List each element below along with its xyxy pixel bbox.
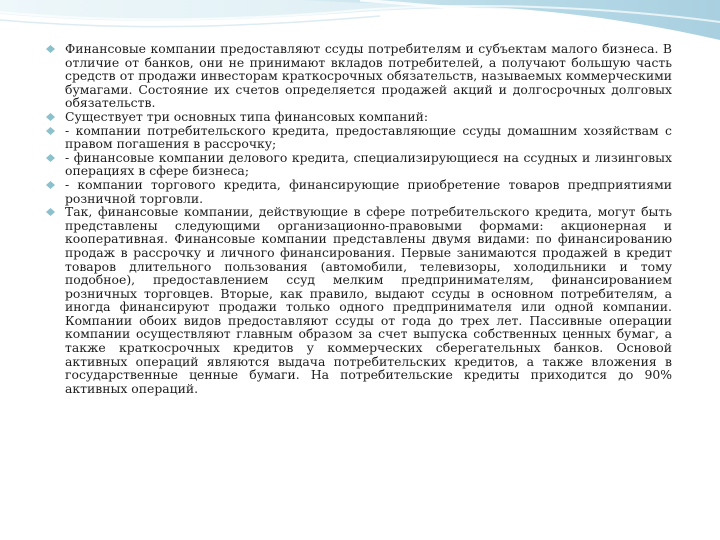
list-item-text: Так, финансовые компании, действующие в сфере потребительского кредита, могут быть представлены следующими организационно-правовыми формами: акционерная и кооперативная. Финансовые компании представлены двумя видами: по финансированию продаж в рассрочку и личного финансирования. Первые занимаются продажей в кредит товаров длительного пользования (автомобили, телевизоры, холодильники и тому подобное), предоставлением ссуд мелким предпринимателям, финансированием розничных торговцев. Вторые, как правило, выдают ссуды в основном потребителям, а иногда финансируют продажи только одного предпринимателя или одной компании. Компании обоих видов предоставляют ссуды от года до трех лет. Пассивные операции компании осуществляют главным образом за счет выпуска собственных ценных бумаг, а также краткосрочных кредитов у коммерческих сберегательных банков. Основой активных операций являются выдача потребительских кредитов, а также вложения в государственные ценные бумаги. На потребительские кредиты приходится до 90% активных операций. — [65, 204, 672, 396]
list-item — [44, 42, 672, 110]
diamond-bullet-icon — [46, 113, 55, 121]
list-item-text: - компании торгового кредита, финансирующие приобретение товаров предприятиями розничной торговли. — [65, 176, 672, 206]
list-item-text: Финансовые компании предоставляют ссуды потребителям и субъектам малого бизнеса. В отличие от банков, они не принимают вкладов потребителей, а получают большую часть средств от продажи инвесторам краткосрочных обязательств, называемых коммерческими бумагами. Состояние их счетов определяется продажей акций и долгосрочных долговых обязательств. — [65, 41, 672, 111]
diamond-bullet-icon — [46, 127, 55, 135]
diamond-bullet-icon — [46, 208, 55, 216]
list-item — [44, 178, 672, 205]
text-body — [44, 42, 672, 395]
bullet-list — [44, 42, 672, 395]
diamond-bullet-icon — [46, 154, 55, 162]
list-item-text: - компании потребительского кредита, предоставляющие ссуды домашним хозяйствам с правом погашения в рассрочку; — [65, 122, 672, 152]
diamond-bullet-icon — [46, 181, 55, 189]
list-item — [44, 151, 672, 178]
list-item — [44, 205, 672, 395]
diamond-bullet-icon — [46, 45, 55, 53]
list-item — [44, 124, 672, 151]
list-item-text: - финансовые компании делового кредита, специализирующиеся на ссудных и лизинговых операциях в сфере бизнеса; — [65, 149, 672, 179]
list-item — [44, 110, 672, 124]
list-item-text: Существует три основных типа финансовых компаний: — [65, 108, 429, 124]
